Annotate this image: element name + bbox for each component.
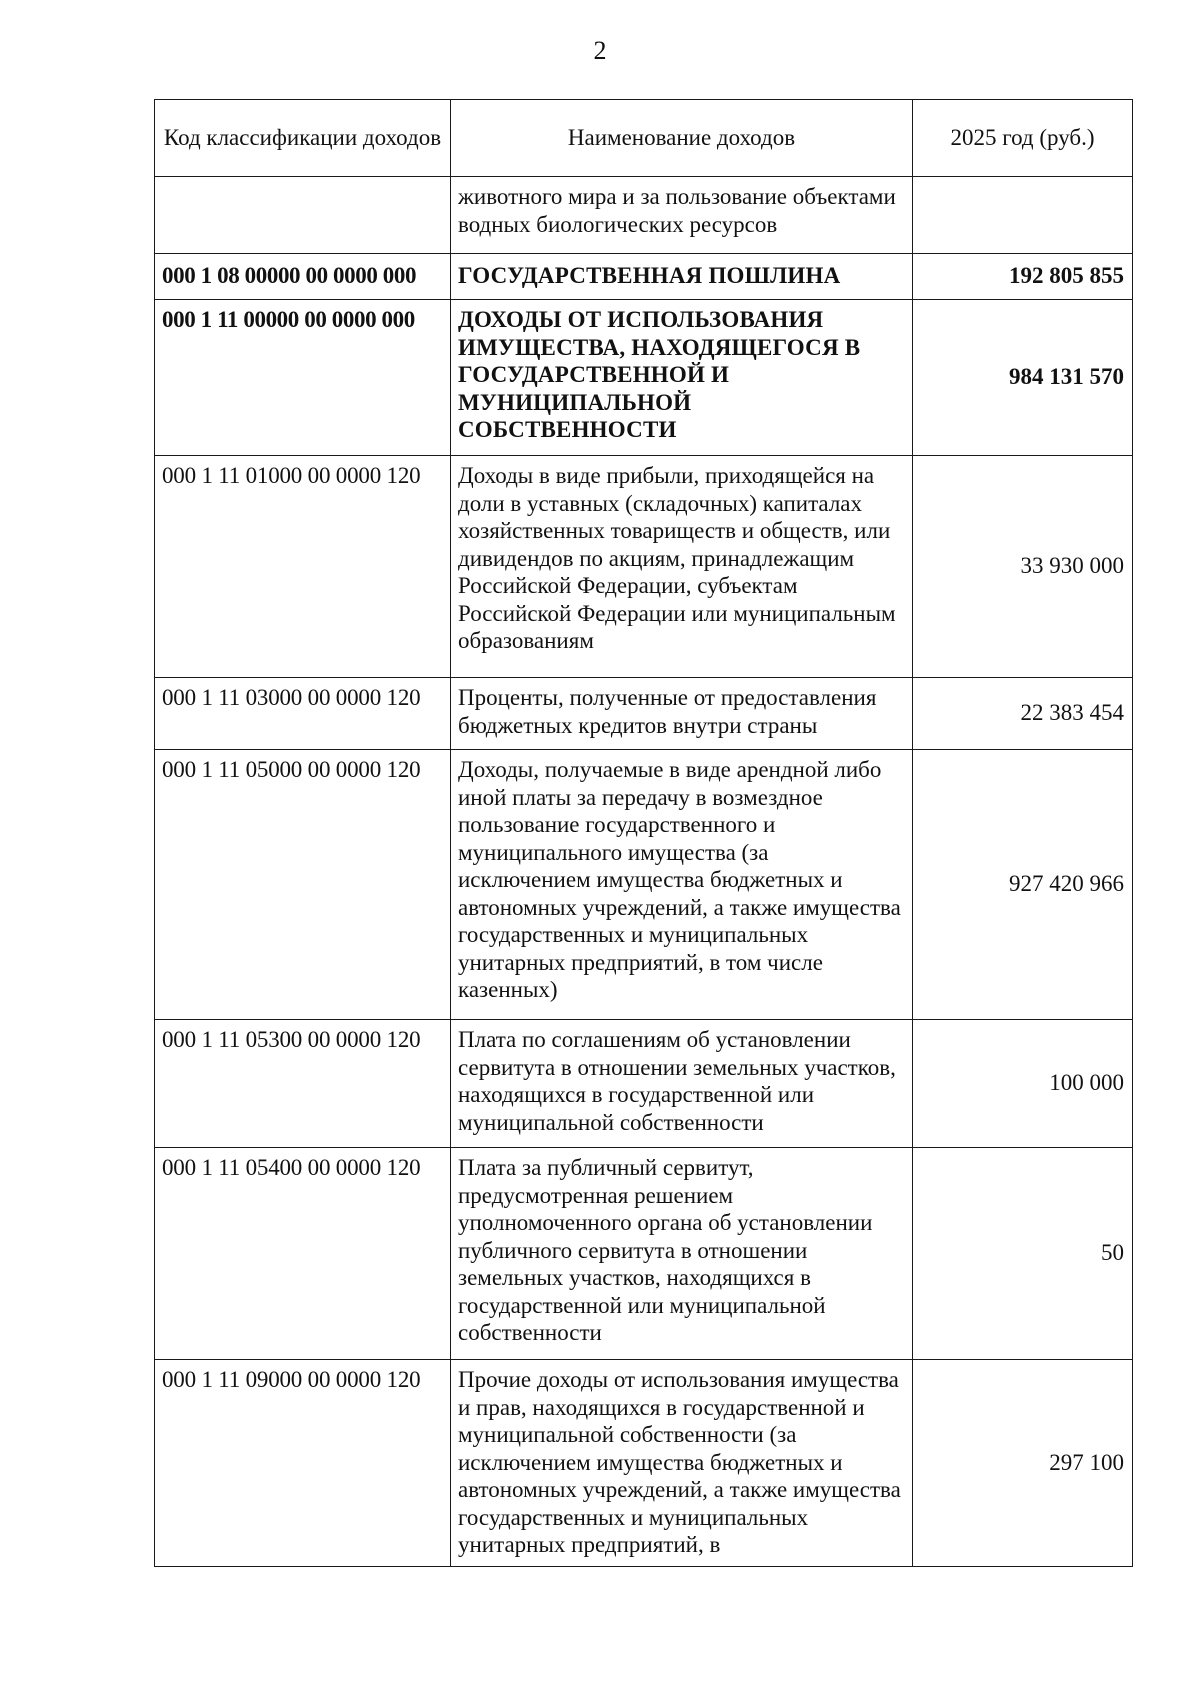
row-code: 000 1 08 00000 00 0000 000 [155, 254, 451, 300]
header-code: Код классификации доходов [155, 100, 451, 177]
table-row [155, 300, 1133, 456]
row-name: ДОХОДЫ ОТ ИСПОЛЬЗОВАНИЯ ИМУЩЕСТВА, НАХОДЯЩЕГОСЯ В ГОСУДАРСТВЕННОЙ И МУНИЦИПАЛЬНОЙ СОБСТВЕННОСТИ [451, 300, 913, 456]
row-code: 000 1 11 05300 00 0000 120 [155, 1020, 451, 1148]
row-name: Прочие доходы от использования имущества и прав, находящихся в государственной и муниципальной собственности (за исключением имущества бюджетных и автономных учреждений, а также имущества государственных и муниципальных унитарных предприятий, в [451, 1360, 913, 1567]
revenue-table [154, 99, 1133, 1567]
row-code: 000 1 11 01000 00 0000 120 [155, 456, 451, 678]
table-header-row [155, 100, 1133, 177]
page-number: 2 [593, 36, 607, 65]
table-row [155, 254, 1133, 300]
row-code: 000 1 11 00000 00 0000 000 [155, 300, 451, 456]
table-row [155, 177, 1133, 254]
table-row [155, 678, 1133, 750]
row-amount: 50 [913, 1148, 1133, 1360]
row-name: Плата за публичный сервитут, предусмотренная решением уполномоченного органа об установлении публичного сервитута в отношении земельных участков, находящихся в государственной или муниципальной собственности [451, 1148, 913, 1360]
row-name: животного мира и за пользование объектами водных биологических ресурсов [451, 177, 913, 254]
row-name: ГОСУДАРСТВЕННАЯ ПОШЛИНА [451, 254, 913, 300]
row-code: 000 1 11 03000 00 0000 120 [155, 678, 451, 750]
row-name: Доходы, получаемые в виде арендной либо иной платы за передачу в возмездное пользование государственного и муниципального имущества (за исключением имущества бюджетных и автономных учреждений, а также имущества государственных и муниципальных унитарных предприятий, в том числе казенных) [451, 750, 913, 1020]
table-row [155, 1360, 1133, 1567]
row-amount: 22 383 454 [913, 678, 1133, 750]
row-amount: 984 131 570 [913, 300, 1133, 456]
row-amount: 192 805 855 [913, 254, 1133, 300]
row-amount: 927 420 966 [913, 750, 1133, 1020]
table-row [155, 1020, 1133, 1148]
row-code [155, 177, 451, 254]
row-name: Доходы в виде прибыли, приходящейся на доли в уставных (складочных) капиталах хозяйственных товариществ и обществ, или дивидендов по акциям, принадлежащим Российской Федерации, субъектам Российской Федерации или муниципальным образованиям [451, 456, 913, 678]
row-code: 000 1 11 05000 00 0000 120 [155, 750, 451, 1020]
table-row [155, 750, 1133, 1020]
row-name: Проценты, полученные от предоставления бюджетных кредитов внутри страны [451, 678, 913, 750]
row-amount: 33 930 000 [913, 456, 1133, 678]
row-amount [913, 177, 1133, 254]
row-amount: 100 000 [913, 1020, 1133, 1148]
row-code: 000 1 11 05400 00 0000 120 [155, 1148, 451, 1360]
row-name: Плата по соглашениям об установлении сервитута в отношении земельных участков, находящихся в государственной или муниципальной собственности [451, 1020, 913, 1148]
table-row [155, 1148, 1133, 1360]
row-code: 000 1 11 09000 00 0000 120 [155, 1360, 451, 1567]
row-amount: 297 100 [913, 1360, 1133, 1567]
header-name: Наименование доходов [451, 100, 913, 177]
table-row [155, 456, 1133, 678]
header-amount: 2025 год (руб.) [913, 100, 1133, 177]
